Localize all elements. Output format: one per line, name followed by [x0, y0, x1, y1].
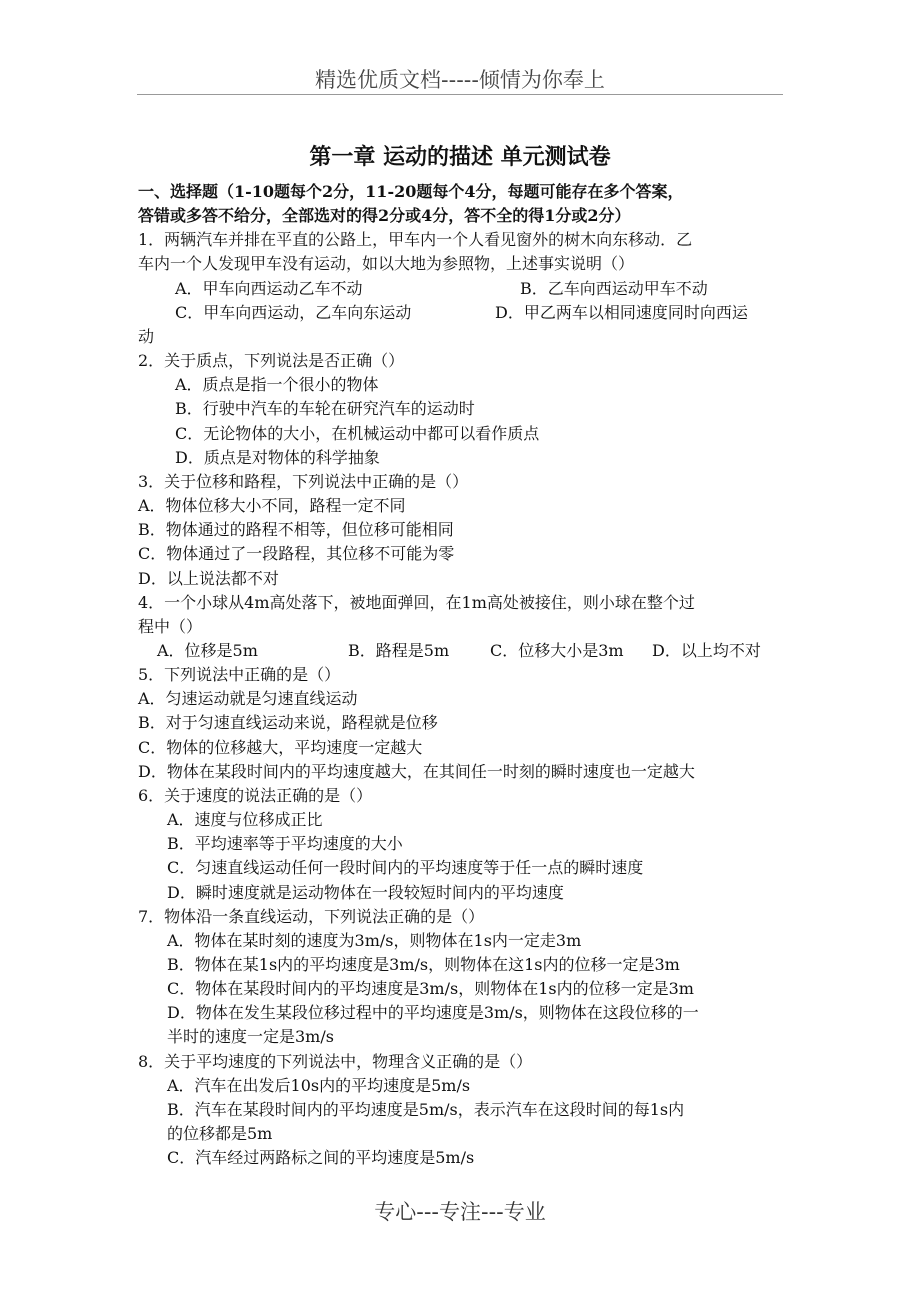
- option: B．物体在某1s内的平均速度是3m/s，则物体在这1s内的位移一定是3m: [167, 955, 680, 974]
- document-body: [138, 180, 788, 1170]
- question-stem: 6．关于速度的说法正确的是（）: [138, 785, 373, 805]
- option: C．物体通过了一段路程，其位移不可能为零: [138, 544, 455, 564]
- option: C．位移大小是3m: [490, 640, 624, 660]
- question-stem: 3．关于位移和路程，下列说法中正确的是（）: [138, 471, 469, 491]
- option: D．以上均不对: [652, 640, 761, 660]
- question-stem: 1．两辆汽车并排在平直的公路上，甲车内一个人看见窗外的树木向东移动．乙: [138, 230, 693, 250]
- option-row: [138, 301, 788, 325]
- option-row: [138, 277, 788, 301]
- option: A．汽车在出发后10s内的平均速度是5m/s: [167, 1075, 471, 1095]
- option: C．匀速直线运动任何一段时间内的平均速度等于任一点的瞬时速度: [167, 858, 644, 878]
- question-stem: 车内一个人发现甲车没有运动，如以大地为参照物，上述事实说明（）: [138, 254, 635, 274]
- option: 的位移都是5m: [167, 1124, 273, 1144]
- question-stem: 8．关于平均速度的下列说法中，物理含义正确的是（）: [138, 1051, 533, 1071]
- option-row: [138, 639, 788, 663]
- option: D．质点是对物体的科学抽象: [175, 447, 380, 467]
- option: A．物体位移大小不同，路程一定不同: [138, 496, 406, 516]
- option: B．对于匀速直线运动来说，路程就是位移: [138, 713, 438, 733]
- page-header: 精选优质文档-----倾情为你奉上: [315, 68, 605, 92]
- option: A．物体在某时刻的速度为3m/s，则物体在1s内一定走3m: [167, 930, 582, 950]
- option: A．匀速运动就是匀速直线运动: [138, 689, 358, 709]
- section-heading: 一、选择题（1-10题每个2分，11-20题每个4分，每题可能存在多个答案，: [138, 182, 684, 201]
- option: A．位移是5m: [157, 640, 258, 660]
- option: B．汽车在某段时间内的平均速度是5m/s，表示汽车在这段时间的每1s内: [167, 1099, 685, 1119]
- option: C．物体在某段时间内的平均速度是3m/s，则物体在1s内的位移一定是3m: [167, 979, 694, 999]
- option: D．以上说法都不对: [138, 568, 279, 588]
- option: A．甲车向西运动乙车不动: [175, 278, 363, 298]
- option: D．甲乙两车以相同速度同时向西运: [495, 302, 748, 322]
- question-stem: 5．下列说法中正确的是（）: [138, 665, 341, 685]
- question-stem: 2．关于质点，下列说法是否正确（）: [138, 351, 405, 371]
- option: D．物体在某段时间内的平均速度越大，在其间任一时刻的瞬时速度也一定越大: [138, 761, 695, 781]
- option: B．路程是5m: [348, 640, 450, 660]
- document-title: 第一章 运动的描述 单元测试卷: [309, 144, 611, 170]
- option: B．乙车向西运动甲车不动: [520, 278, 708, 298]
- option: C．汽车经过两路标之间的平均速度是5m/s: [167, 1148, 475, 1168]
- option: A．速度与位移成正比: [167, 810, 323, 830]
- option: C．甲车向西运动，乙车向东运动: [175, 302, 412, 322]
- option: 半时的速度一定是3m/s: [167, 1027, 334, 1047]
- option: B．行驶中汽车的车轮在研究汽车的运动时: [175, 399, 475, 419]
- option: C．无论物体的大小，在机械运动中都可以看作质点: [175, 423, 540, 443]
- option: D．瞬时速度就是运动物体在一段较短时间内的平均速度: [167, 882, 564, 902]
- header-divider: [137, 94, 783, 95]
- page-footer: 专心---专注---专业: [374, 1200, 546, 1224]
- question-stem: 7．物体沿一条直线运动，下列说法正确的是（）: [138, 906, 485, 926]
- option: B．平均速率等于平均速度的大小: [167, 834, 403, 854]
- question-stem: 4．一个小球从4m高处落下，被地面弹回，在1m高处被接住，则小球在整个过: [138, 592, 695, 612]
- option: B．物体通过的路程不相等，但位移可能相同: [138, 520, 454, 540]
- option: D．物体在发生某段位移过程中的平均速度是3m/s，则物体在这段位移的一: [167, 1003, 699, 1023]
- option: 动: [138, 326, 155, 346]
- question-stem: 程中（）: [138, 616, 203, 636]
- option: A．质点是指一个很小的物体: [175, 375, 379, 395]
- section-heading: 答错或多答不给分，全部选对的得2分或4分，答不全的得1分或2分）: [138, 206, 631, 226]
- option: C．物体的位移越大，平均速度一定越大: [138, 737, 423, 757]
